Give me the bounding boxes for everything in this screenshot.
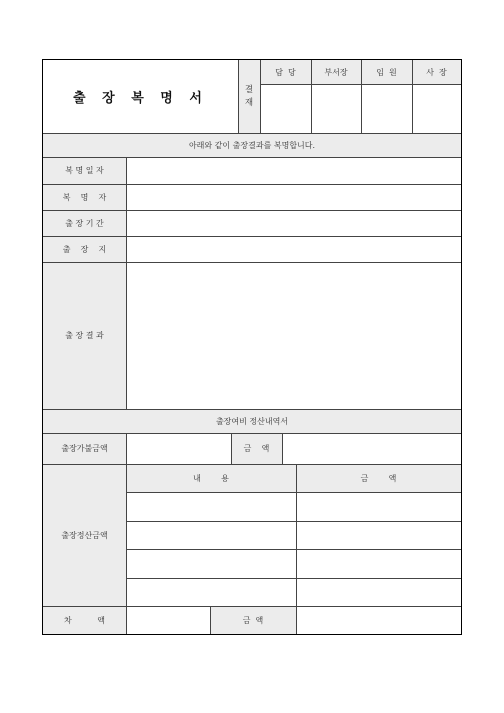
- approval-sign-box-president[interactable]: [413, 85, 461, 133]
- approval-role-dept-head: 부서장: [324, 67, 348, 77]
- trip-destination-label: 출 장 지: [62, 244, 107, 254]
- approval-label-bottom: 재: [244, 97, 254, 108]
- advance-amount-field[interactable]: [283, 434, 461, 464]
- settle-amount-field[interactable]: [297, 493, 461, 521]
- expense-heading: 출장여비 정산내역서: [215, 416, 289, 426]
- settle-col-content: 내 용: [193, 473, 229, 483]
- approval-label-top: 결: [244, 84, 254, 95]
- settle-content-field[interactable]: [127, 550, 296, 578]
- settle-amount-field[interactable]: [297, 522, 461, 549]
- difference-label: 차 액: [64, 615, 105, 625]
- approval-label: [238, 60, 260, 133]
- notice-text: 아래와 같이 출장결과를 복명합니다.: [188, 140, 316, 150]
- reporter-field[interactable]: [127, 185, 461, 210]
- approval-sign-box-executive[interactable]: [362, 85, 412, 133]
- approval-role-manager: 담 당: [275, 67, 296, 77]
- business-trip-report-form: [42, 59, 462, 635]
- trip-period-label: 출 장 기 간: [65, 218, 104, 228]
- trip-result-field[interactable]: [127, 263, 461, 409]
- reporter-label: 복 명 자: [62, 192, 107, 202]
- trip-destination-field[interactable]: [127, 237, 461, 262]
- trip-period-field[interactable]: [127, 211, 461, 236]
- settle-col-amount: 금 액: [360, 473, 397, 483]
- settle-content-field[interactable]: [127, 522, 296, 549]
- difference-amount-field[interactable]: [297, 607, 461, 634]
- difference-content-field[interactable]: [127, 607, 210, 634]
- settle-amount-field[interactable]: [297, 550, 461, 578]
- approval-role-president: 사 장: [426, 67, 447, 77]
- settle-label: 출장정산금액: [61, 530, 108, 540]
- document-title: 출 장 복 명 서: [73, 91, 208, 106]
- settle-content-field[interactable]: [127, 579, 296, 606]
- report-date-label: 복 명 일 자: [65, 166, 104, 175]
- trip-result-label: 출 장 결 과: [65, 331, 104, 340]
- settle-content-field[interactable]: [127, 493, 296, 521]
- advance-amount-label: 금 액: [243, 444, 270, 453]
- difference-amount-label: 금 액: [242, 615, 264, 625]
- advance-content-field[interactable]: [127, 434, 231, 464]
- report-date-field[interactable]: [127, 158, 461, 184]
- approval-sign-box-dept-head[interactable]: [312, 85, 361, 133]
- advance-label: 출장가불금액: [61, 444, 108, 453]
- approval-sign-box-manager[interactable]: [261, 85, 311, 133]
- approval-role-executive: 임 원: [376, 67, 397, 77]
- settle-amount-field[interactable]: [297, 579, 461, 606]
